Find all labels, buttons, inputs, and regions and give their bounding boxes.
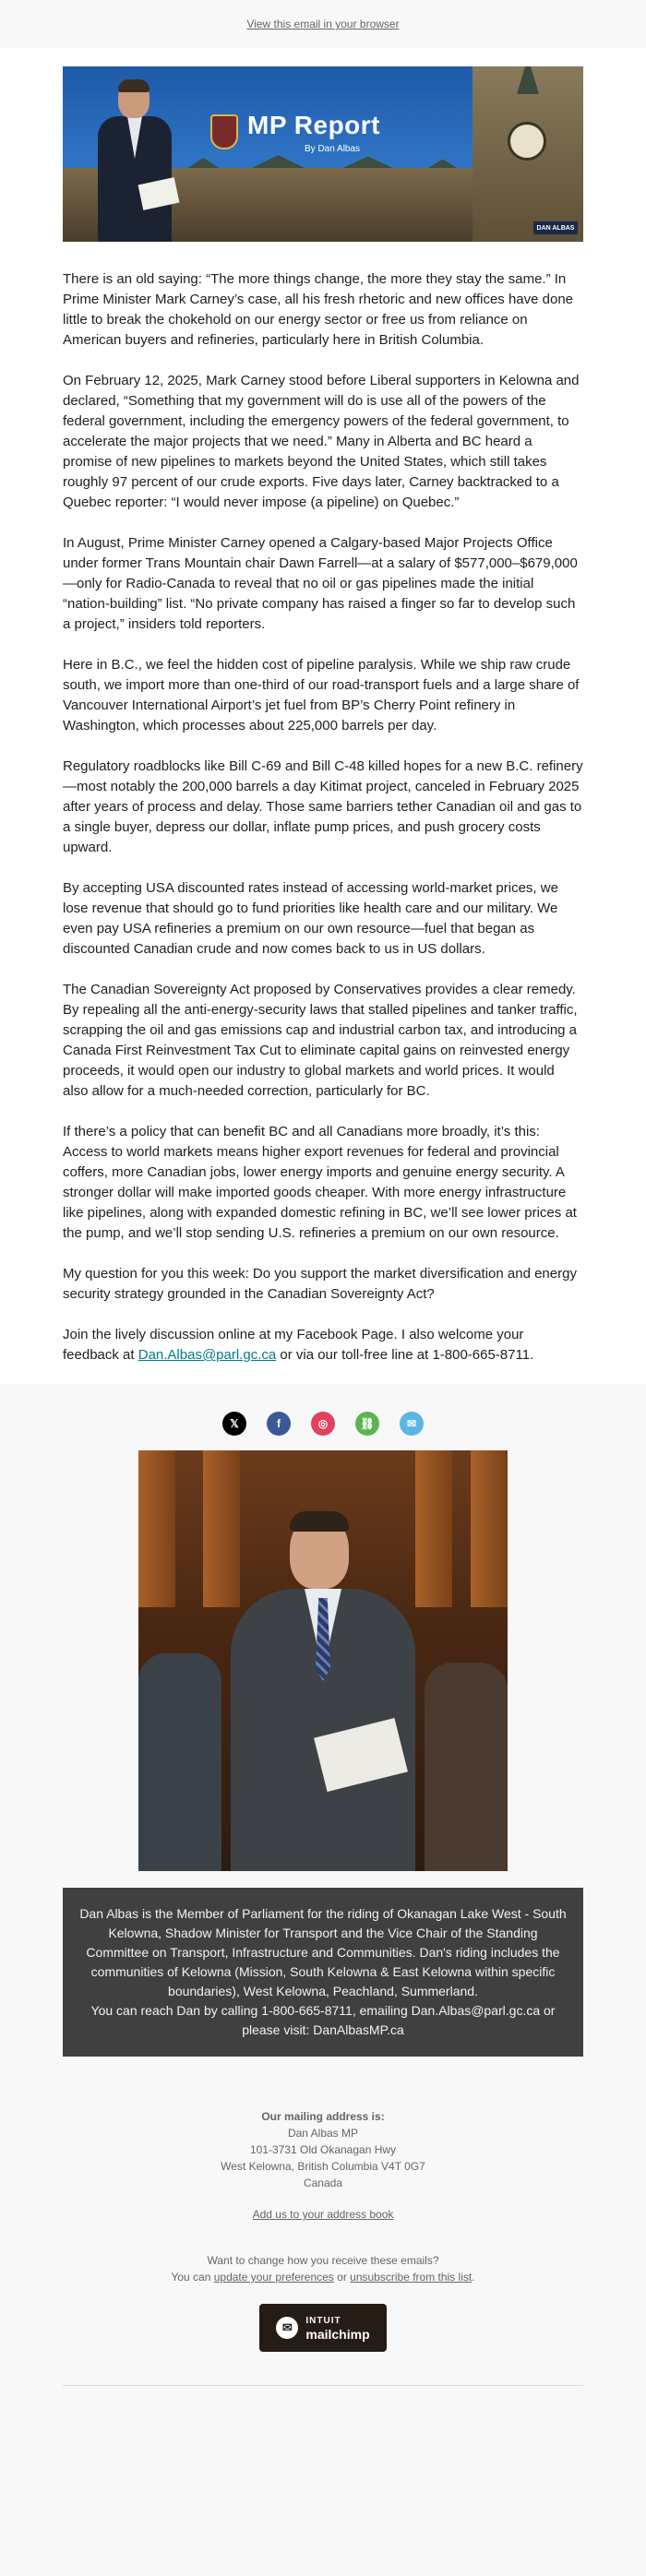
portrait-hair: [118, 79, 150, 92]
add-to-address-book-link[interactable]: Add us to your address book: [252, 2208, 394, 2221]
mailing-address-title: Our mailing address is:: [261, 2110, 385, 2123]
bio-contact: You can reach Dan by calling 1-800-665-8711, emailing Dan.Albas@parl.gc.ca or please visit: DanAlbasMP.ca: [90, 2003, 556, 2037]
update-preferences-link[interactable]: update your preferences: [213, 2271, 334, 2284]
facebook-icon[interactable]: [267, 1412, 291, 1436]
tower-spire: [517, 66, 539, 94]
article-paragraph: On February 12, 2025, Mark Carney stood before Liberal supporters in Kelowna and declared, “Something that my government will do is use all of the powers of the federal government, including the emergency powers of the federal government, to accelerate the major projects that we need.” Many in Alberta and BC heard a promise of new pipelines to markets beyond the United States, which still takes roughly 97 percent of our crude exports. Five days later, Carney backtracked to a Quebec reporter: “I would never impose (a pipeline) on Quebec.”: [63, 373, 580, 510]
banner-title: MP Report: [247, 111, 380, 139]
article: [63, 269, 583, 1366]
closing-suffix: or via our toll-free line at 1-800-665-8711.: [276, 1347, 534, 1363]
change-question: Want to change how you receive these emails?: [207, 2254, 439, 2267]
coat-of-arms-icon: [210, 114, 238, 149]
banner-portrait: [98, 79, 172, 242]
instagram-glyph: ◎: [317, 1417, 329, 1430]
photo-wood-panel: [203, 1450, 240, 1607]
article-paragraph: In August, Prime Minister Carney opened a Calgary-based Major Projects Office under former Trans Mountain chair Dawn Farrell—at a salary of $577,000–$679,000—only for Radio-Canada to reveal that no oil or gas pipelines made the initial “nation-building” list. “No private company has raised a finger so far to develop such a project,” insiders told reporters.: [63, 535, 578, 632]
email-glyph: ✉: [406, 1417, 417, 1430]
change-suffix: .: [472, 2271, 475, 2284]
change-prefix: You can: [171, 2271, 214, 2284]
mailchimp-wordmark: [305, 2315, 369, 2341]
intuit-mailchimp-badge[interactable]: [259, 2304, 387, 2352]
facebook-glyph: f: [277, 1417, 281, 1430]
x-glyph: 𝕏: [230, 1417, 239, 1430]
mailchimp-icon: ✉: [276, 2317, 298, 2339]
article-paragraph: There is an old saying: “The more things change, the more they stay the same.” In Prime Minister Mark Carney’s case, all his fresh rhetoric and new offices have done little to break the chokehold on our energy sector or free us from reliance on American buyers and refineries, particularly here in British Columbia.: [63, 271, 574, 348]
email-link[interactable]: Dan.Albas@parl.gc.ca: [138, 1347, 277, 1363]
social-icons-row: [0, 1412, 646, 1436]
article-paragraph: Here in B.C., we feel the hidden cost of pipeline paralysis. While we ship raw crude south, we import more than one-third of our road-transport fuels and a large share of Vancouver International Airport’s jet fuel from BP’s Cherry Point refinery in Washington, which processes about 225,000 barrels per day.: [63, 657, 580, 733]
article-paragraph: If there’s a policy that can benefit BC and all Canadians more broadly, it’s this: Access to world markets means higher export revenues for federal and provincial coffers, more Canadian jobs, lower energy imports and genuine energy security. A stronger dollar will make imported goods cheaper. With more energy infrastructure like pipelines, along with expanded domestic refining in BC, we’ll see lower prices at the pump, and we’ll stop sending U.S. refineries a premium on our own resource.: [63, 1124, 577, 1241]
address-line: 101-3731 Old Okanagan Hwy: [249, 2143, 397, 2156]
photo-subject-hair: [290, 1511, 349, 1532]
article-paragraph: By accepting USA discounted rates instead of accessing world-market prices, we lose revenue that should go to fund priorities like health care and our military. We even pay USA refineries a premium on our own resource—fuel that began as discounted Canadian crude and now comes back to us in US dollars.: [63, 880, 558, 957]
link-icon[interactable]: [355, 1412, 379, 1436]
article-paragraph: Regulatory roadblocks like Bill C-69 and Bill C-48 killed hopes for a new B.C. refinery—most notably the 200,000 barrels a day Kitimat project, canceled in February 2025 after years of process and delay. Those same barriers tether Canadian oil and gas to a single buyer, depress our dollar, inflate pump prices, and push grocery costs upward.: [63, 758, 583, 855]
closing-paragraph: [63, 1325, 583, 1366]
photo-wood-panel: [138, 1450, 175, 1607]
x-icon[interactable]: [222, 1412, 246, 1436]
email-icon[interactable]: [400, 1412, 424, 1436]
article-paragraph: The Canadian Sovereignty Act proposed by Conservatives provides a clear remedy. By repealing all the anti-energy-security laws that stalled pipelines and tanker traffic, scrapping the oil and gas emissions cap and industrial carbon tax, and introducing a Canada First Reinvestment Tax Cut to eliminate capital gains on reinvested energy proceeds, it would open our industry to global markets and world prices. It would also allow for a much-needed correction, particularly for BC.: [63, 982, 578, 1099]
unsubscribe-link[interactable]: unsubscribe from this list: [350, 2271, 473, 2284]
email-body: [0, 48, 646, 1384]
photo-wood-panel: [415, 1450, 452, 1607]
banner-corner-logo: DAN ALBAS: [533, 221, 578, 234]
top-bar: [0, 0, 646, 48]
address-line: West Kelowna, British Columbia V4T 0G7: [221, 2160, 425, 2173]
photo-background-person: [138, 1653, 221, 1871]
clock-icon: [508, 122, 546, 161]
closing-prefix: Join the lively discussion online at my Facebook Page. I also welcome your feedback at: [63, 1327, 524, 1363]
address-line: Dan Albas MP: [287, 2127, 359, 2140]
preferences-text: [0, 2252, 646, 2285]
change-middle: or: [333, 2271, 351, 2284]
bio-box: [63, 1888, 583, 2057]
intuit-label: INTUIT: [305, 2316, 341, 2326]
footer: [0, 2077, 646, 2414]
link-glyph: ⛓: [360, 1417, 375, 1430]
bio-text: Dan Albas is the Member of Parliament for the riding of Okanagan Lake West - South Kelowna, Shadow Minister for Transport and the Vice Chair of the Standing Committee on Transport, Infrastructure and Communities. Dan's riding includes the communities of Kelowna (Mission, South Kelowna & East Kelowna within specific boundaries), West Kelowna, Peachland, Summerland.: [79, 1906, 567, 1998]
address-line: Canada: [303, 2176, 343, 2189]
photo-background-person: [425, 1663, 508, 1871]
mp-report-banner: [63, 66, 583, 242]
dan-albas-photo: [138, 1450, 508, 1871]
footer-divider: [63, 2385, 583, 2386]
banner-clock-tower: [473, 66, 583, 242]
instagram-icon[interactable]: [311, 1412, 335, 1436]
change-options: [0, 2269, 646, 2285]
photo-wood-panel: [471, 1450, 508, 1607]
social-section: [0, 1384, 646, 2077]
view-in-browser-link[interactable]: View this email in your browser: [246, 18, 400, 30]
article-paragraph: My question for you this week: Do you support the market diversification and energy security strategy grounded in the Canadian Sovereignty Act?: [63, 1266, 577, 1302]
banner-byline: By Dan Albas: [305, 144, 361, 154]
mailchimp-label: mailchimp: [305, 2327, 370, 2342]
